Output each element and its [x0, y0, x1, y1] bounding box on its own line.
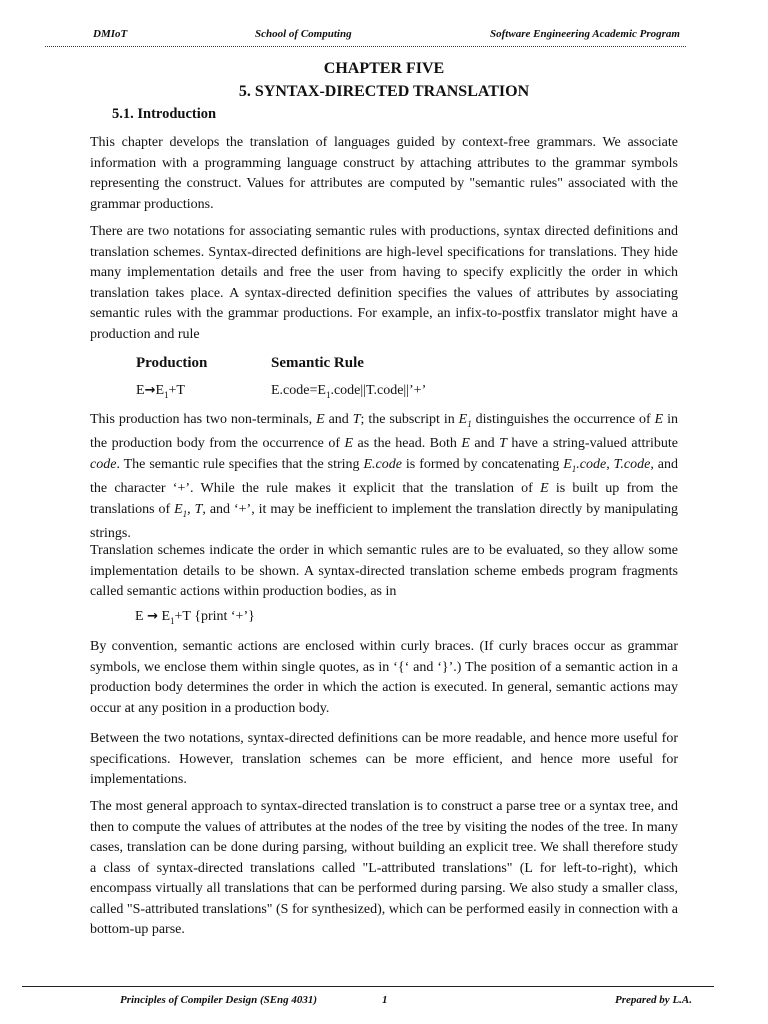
footer-page-number: 1 [382, 994, 388, 1006]
paragraph-intro: This chapter develops the translation of languages guided by context-free grammars. We associate information with a programming language construct by attaching attributes to the grammar symbols representing the construct. Values for attributes are computed by "semantic rules" associated with the grammar productions. [90, 135, 678, 212]
paragraph-translation-schemes: Translation schemes indicate the order in which semantic rules are to be evaluated, so they allow some implementation details to be shown. A syntax-directed translation scheme embeds program fragments called semantic actions within production bodies, as in [90, 543, 678, 599]
production-cell: $E\to E_1+T$ [136, 383, 185, 400]
section-heading: 5.1. Introduction [112, 106, 217, 122]
paragraph-convention: By convention, semantic actions are enclosed within curly braces. (If curly braces occur as grammar symbols, we enclose them within single quotes, as in ‘{‘ and ‘}’.) The position of a semantic action in a production body determines the order in which the action is executed. In general, semantic actions may occur at any position in a production body. [90, 639, 678, 716]
right-arrow-icon: → [147, 609, 158, 624]
right-arrow-icon: → [144, 383, 156, 398]
footer-course: Principles of Compiler Design (SEng 4031) [120, 994, 318, 1006]
paragraph-notations: There are two notations for associating semantic rules with productions, syntax directed definitions and translation schemes. Syntax-directed definitions are high-level specifications for translations. They hide many implementation details and free the user from having to specify explicitly the order in which translation takes place. A syntax-directed definition specifies the values of attributes by associating semantic rules with the grammar productions. For example, an infix-to-postfix translator might have a production and rule [90, 224, 678, 342]
paragraph-general-approach: The most general approach to syntax-directed translation is to construct a parse tree or a syntax tree, and then to compute the values of attributes at the nodes of the tree by visiting the nodes of the tree. In many cases, translation can be done during parsing, without building an explicit tree. We shall therefore study a class of syntax-directed translations called "L-attributed translations" (L for left-to-right), which encompass virtually all translations that can be performed during parsing. We also study a smaller class, called "S-attributed translations" (S for synthesized), which can be performed easily in connection with a bottom-up parse. [90, 799, 678, 937]
header-program: Software Engineering Academic Program [490, 28, 680, 40]
header-institution: DMIoT [93, 28, 128, 40]
translation-scheme-example: $E \to E_1+T$ {print ‘+’} [135, 609, 255, 626]
page-footer [22, 986, 714, 1017]
footer-author: Prepared by L.A. [615, 994, 692, 1006]
header-school: School of Computing [255, 28, 352, 40]
semantic-rule-cell: $E.code=E_1.code||T.code||’+$’ [271, 383, 427, 400]
page-header [45, 26, 686, 47]
table-header-semantic-rule: Semantic Rule [271, 355, 364, 371]
paragraph-comparison: Between the two notations, syntax-directed definitions can be more readable, and hence more useful for specifications. However, translation schemes can be more efficient, and hence more useful for implementations. [90, 731, 678, 787]
chapter-title: 5. SYNTAX-DIRECTED TRANSLATION [238, 83, 530, 100]
chapter-number: CHAPTER FIVE [323, 60, 445, 77]
table-header-production: Production [136, 355, 208, 371]
paragraph-production-explanation: This production has two non-terminals, E and T; the subscript in $E_1$ distinguishes the occurrence of E in the production body from the occurrence of E as the head. Both E and T have a string-valued attribute code. The semantic rule specifies that the string E.code is formed by concatenating $E_1.code$, T.code, and the character ‘+’. While the rule makes it explicit that the translation of E is built up from the translations of $E_1$, T, and ‘+’, it may be inefficient to implement the translation directly by manipulating strings. [90, 412, 679, 541]
